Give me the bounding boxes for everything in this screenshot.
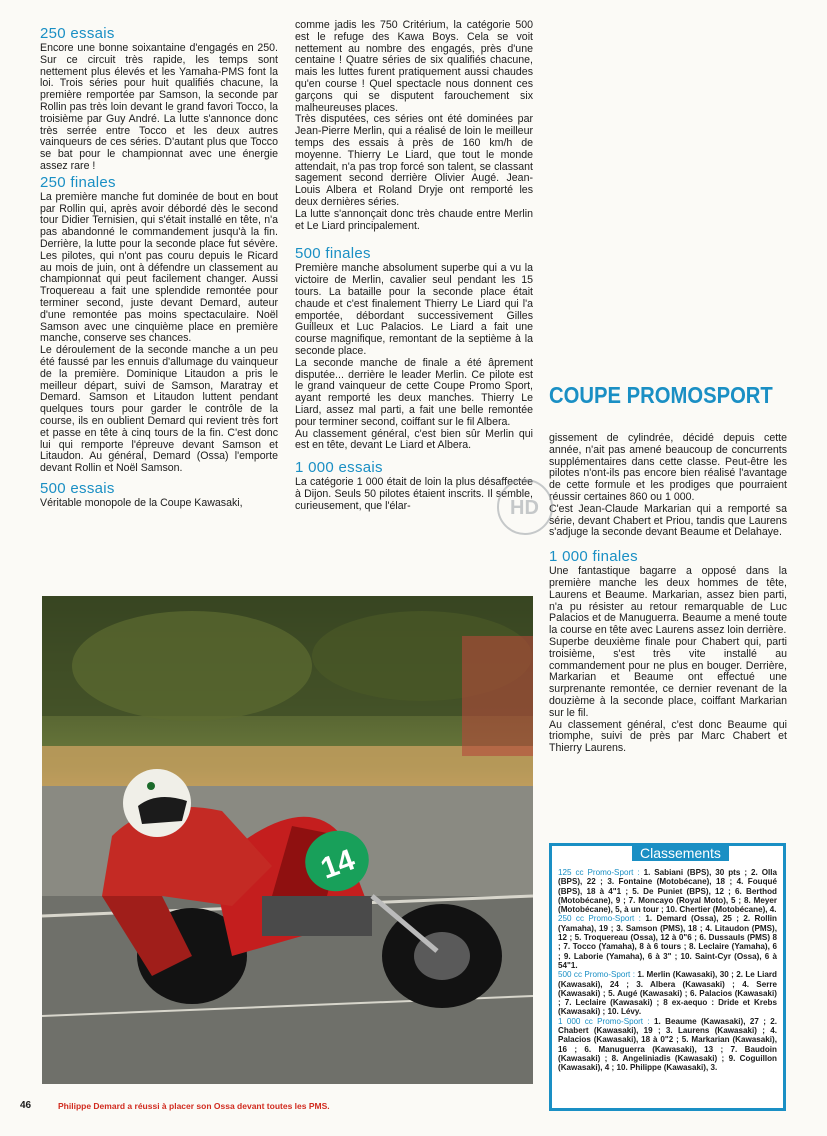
paragraph: gissement de cylindrée, décidé depuis cette année, n'ait pas amené beaucoup de concurrents supplémentaires dans cette classe. Peut-être les pilotes n'ont-ils pas encore bien réalisé l'avantage de cette formule et les prodiges que pourraient réussir certaines 860 ou 1 000.	[549, 432, 787, 503]
article-column-3	[549, 433, 787, 755]
results-body	[558, 868, 777, 1073]
results-1000	[558, 1017, 777, 1073]
paragraph: Une fantastique bagarre a opposé dans la première manche les deux hommes de tête, Laurens et Beaume. Markarian, assez bien parti, n'a pu résister au retour remarquable de Luc Palacios et de Manuguerra. Beaume a mené toute la course en tête avec Laurens assez loin derrière.	[549, 565, 787, 637]
page-number: 46	[20, 1100, 32, 1111]
results-title: Classements	[632, 845, 729, 861]
section-heading-500-finales: 500 finales	[295, 245, 371, 263]
article-title: COUPE PROMOSPORT	[549, 382, 773, 408]
results-category: 125 cc Promo-Sport :	[558, 868, 640, 877]
section-heading-250-finales: 250 finales	[40, 173, 116, 191]
paragraph: La catégorie 1 000 était de loin la plus désaffectée à Dijon. Seuls 50 pilotes étaient inscrits. Il semble, curieusement, que l'élar-	[295, 476, 533, 512]
paragraph: Véritable monopole de la Coupe Kawasaki,	[40, 496, 243, 509]
results-500	[558, 970, 777, 1016]
section-heading-1000-essais: 1 000 essais	[295, 459, 383, 477]
paragraph: La lutte s'annonçait donc très chaude entre Merlin et Le Liard principalement.	[295, 207, 533, 232]
section-heading-250-essais: 250 essais	[40, 25, 115, 42]
number-plate-text: 14	[316, 843, 360, 886]
photo-caption: Philippe Demard a réussi à placer son Ossa devant toutes les PMS.	[58, 1101, 330, 1111]
paragraph: Très disputées, ces séries ont été dominées par Jean-Pierre Merlin, qui a réalisé de loin le meilleur temps des essais à près de 160 km/h de moyenne. Thierry Le Liard, que tout le monde attendait, n'a pas trop forcé son talent, se classant sagement second derrière Olivier Augé. Jean-Louis Albera et Roland Dryje ont remporté les deux dernières séries.	[295, 113, 533, 208]
results-text: 1. Demard (Ossa), 25 ; 2. Rollin (Yamaha), 19 ; 3. Samson (PMS), 18 ; 4. Litaudon (PMS), 12 ; 5. Troquereau (Ossa), 12 à 0"6 ; 6. Dussauls (PMS) 8 ; 7. Tocco (Yamaha), 8 à 6 tours ; 8. Leclaire (Yamaha), 6 ; 9. Laborie (Yamaha), 6 à 3" ; 10. Saint-Cyr (Ossa), 6 à 54"1.	[558, 914, 777, 970]
section-heading-500-essais: 500 essais	[40, 479, 115, 497]
results-category: 250 cc Promo-Sport :	[558, 914, 641, 924]
section-heading-1000-finales: 1 000 finales	[549, 548, 638, 566]
race-photo	[42, 596, 533, 1084]
paragraph: Le déroulement de la seconde manche a un peu été faussé par les ennuis d'allumage du vainqueur de la première. Dominique Litaudon a pris le meilleur départ, suivi de Samson, Maratray et Demard. Samson et Litaudon luttent pendant quelques tours pour garder le contrôle de la course, ils en oublient Demard qui revient très fort et passe en tête à cinq tours de la fin. C'est donc lui qui remporte l'épreuve devant Samson et Litaudon. Au général, Demard (Ossa) l'emporte devant Rollin et Noël Samson.	[40, 344, 278, 475]
results-text: 1. Merlin (Kawasaki), 30 ; 2. Le Liard (Kawasaki), 24 ; 3. Albera (Kawasaki) ; 4. Serre (Kawasaki) ; 5. Augé (Kawasaki) ; 6. Palacios (Kawasaki) ; 7. Leclaire (Kawasaki) ; 8 ex-aequo : Dride et Krebs (Kawasaki) ; 10. Lévy.	[558, 970, 777, 1017]
paragraph: Au classement général, c'est donc Beaume qui triomphe, suivi de près par Marc Chabert et Thierry Laurens.	[549, 718, 787, 755]
watermark-text: HD	[510, 497, 539, 519]
motorcycle-racer-illustration	[42, 596, 533, 1084]
paragraph: La seconde manche de finale a été âprement disputée... derrière le leader Merlin. Ce pilote est le grand vainqueur de cette Coupe Promo Sport, ayant remporté les deux manches. Thierry Le Liard, assez mal parti, a fait une belle remontée pour terminer second, coiffant sur le fil Albera.	[295, 356, 533, 428]
article-column-2	[295, 20, 533, 512]
paragraph: Première manche absolument superbe qui a vu la victoire de Merlin, cavalier seul pendant les 15 tours. La bataille pour la seconde place était chaude et c'est finalement Thierry Le Liard qui l'a emportée, débordant successivement Gilles Guilleux et Luc Palacios. Le Liard a fait une course magnifique, remontant de la septième à la seconde place.	[295, 262, 533, 357]
results-category: 500 cc Promo-Sport :	[558, 970, 635, 980]
results-text: 1. Beaume (Kawasaki), 27 ; 2. Chabert (Kawasaki), 19 ; 3. Laurens (Kawasaki) ; 4. Palacios (Kawasaki), 18 à 0"2 ; 5. Markarian (Kawasaki), 16 ; 6. Manuguerra (Kawasaki), 13 ; 7. Baudoin (Kawasaki) ; 8. Angeliniadis (Kawasaki) ; 9. Coguillon (Kawasaki), 4 ; 10. Philippe (Kawasaki), 3.	[558, 1016, 777, 1073]
results-250	[558, 914, 777, 970]
results-text: 1. Sabiani (BPS), 30 pts ; 2. Olla (BPS), 22 ; 3. Fontaine (Motobécane), 18 ; 4. Fouqué (BPS), 18 à 4"1 ; 5. De Puniet (BPS), 12 ; 6. Berthod (Motobécane), 9 ; 7. Moncayo (Royal Moto), 5 ; 8. Meyer (Motobécane), 5, à un tour ; 10. Chertier (Motobécane), 4.	[558, 868, 777, 915]
paragraph: C'est Jean-Claude Markarian qui a remporté sa série, devant Chabert et Priou, tandis que Laurens s'adjuge la seconde devant Beaume et Delahaye.	[549, 502, 787, 539]
results-125	[558, 868, 777, 914]
watermark-logo	[496, 478, 554, 536]
results-box	[549, 843, 786, 1111]
paragraph: Au classement général, c'est bien sûr Merlin qui est en tête, devant Le Liard et Albera.	[295, 427, 533, 452]
paragraph: Encore une bonne soixantaine d'engagés en 250. Sur ce circuit très rapide, les temps sont nettement plus élevés et les Yamaha-PMS font la loi. Trois séries pour huit qualifiés chacune, la première remportée par Samson, la seconde par Rollin pas très loin devant le grand favori Tocco, la troisième par Guy André. La lutte s'annonce donc très serrée entre Tocco et les deux autres vainqueurs de ces séries. D'autant plus que Tocco se bat pour le championnat avec une énergie assez rare !	[40, 42, 278, 172]
paragraph: comme jadis les 750 Critérium, la catégorie 500 est le refuge des Kawa Boys. Cela se voit nettement au nombre des engagés, près d'une centaine ! Quatre séries de six qualifiés chacune, mais les luttes furent pratiquement aussi chaudes qu'en course ! Quel spectacle nous donnent ces garçons qui se disputent farouchement six malheureuses places.	[295, 19, 533, 114]
article-column-1	[40, 24, 278, 510]
paragraph: Superbe deuxième finale pour Chabert qui, parti troisième, s'est très vite installé au commandement pour ne plus en bouger. Derrière, Markarian et Beaume ont effectué une surprenante remontée, ce dernier revenant de la douzième à la seconde place, coiffant Markarian sur le fil.	[549, 635, 787, 719]
paragraph: La première manche fut dominée de bout en bout par Rollin qui, après avoir débordé dès le second tour Didier Ternisien, qui s'était installé en tête, n'a pas abandonné le commandement jusqu'à la fin. Derrière, la lutte pour la seconde place fut sévère. Les pilotes, qui n'ont pas couru depuis le Ricard au mois de juin, ont à défendre un classement au championnat qui peut facilement changer. Aussi Troquereau a fait une splendide remontée pour terminer second, juste devant Demard, auteur d'une remontée pas moins spectaculaire. Noël Samson avec une cinquième place en première manche, conserve ses chances.	[40, 190, 278, 345]
results-category: 1 000 cc Promo-Sport :	[558, 1016, 650, 1026]
